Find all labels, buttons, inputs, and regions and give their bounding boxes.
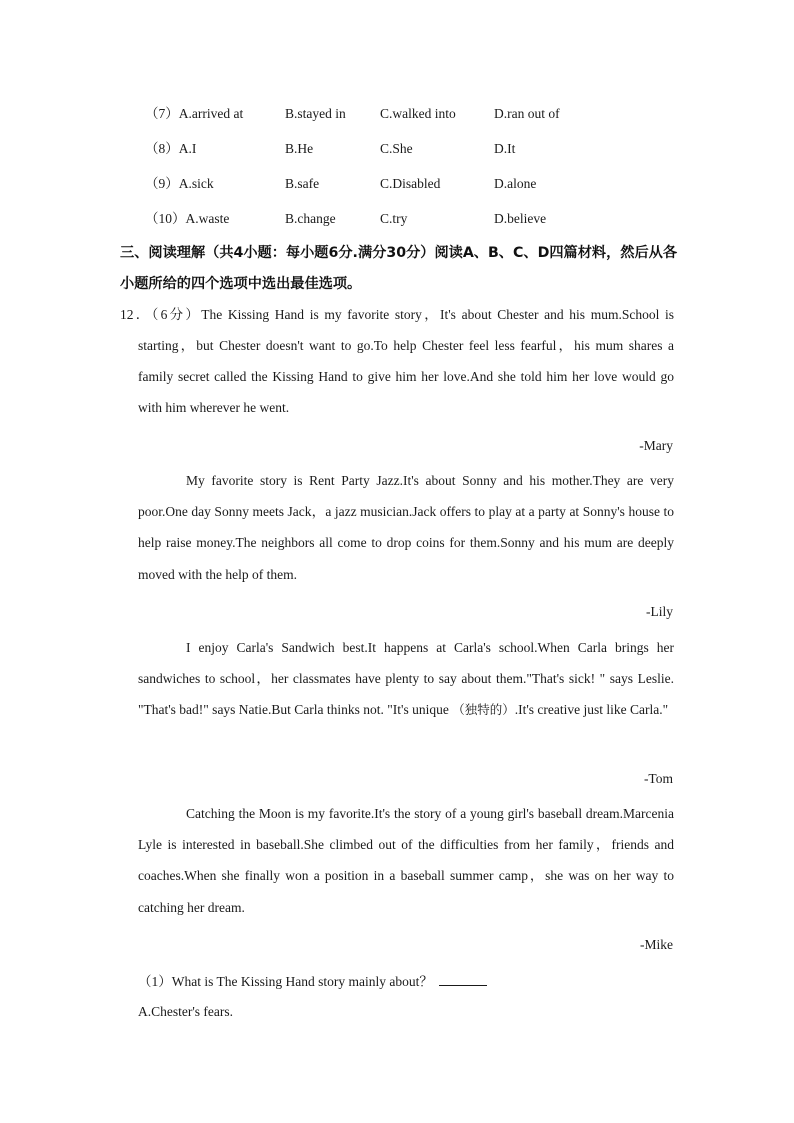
signature-mary: -Mary xyxy=(639,438,673,453)
option-b: B.stayed in xyxy=(285,106,346,121)
passage-mike: Catching the Moon is my favorite.It's the story of a young girl's baseball dream.Marcenia Lyle is interested in baseball.She climbed out of the difficulties from her family，friends and coaches.When she finally won a position in a baseball summer camp，she was on her way to catching her dream. xyxy=(138,806,674,915)
option-b: B.change xyxy=(285,211,336,226)
signature-lily: -Lily xyxy=(646,604,673,619)
option-c: C.walked into xyxy=(380,106,456,121)
passage-tom: I enjoy Carla's Sandwich best.It happens at Carla's school.When Carla brings her sandwiches to school，her classmates have plenty to say about them."That's sick! " says Leslie. "That's bad!" says Natie.But Carla thinks not. "It's unique （独特的）.It's creative just like Carla." xyxy=(138,640,674,718)
option-b: B.He xyxy=(285,141,314,156)
option-c: C.try xyxy=(380,211,408,226)
option-a: （8）A.I xyxy=(145,141,197,156)
option-a: （7）A.arrived at xyxy=(145,106,244,121)
option-c: C.Disabled xyxy=(380,176,441,191)
passage-mary: starting，but Chester doesn't want to go.To help Chester feel less fearful，his mum shares a family secret called the Kissing Hand to give him her love.And she told him her love would go with him wherever he went. xyxy=(138,338,674,416)
signature-mike: -Mike xyxy=(640,937,673,952)
option-d: D.alone xyxy=(494,176,537,191)
section-heading: 三、阅读理解（共4小题：每小题6分.满分30分）阅读A、B、C、D四篇材料，然后从各小题所给的四个选项中选出最佳选项。 xyxy=(120,245,678,292)
question-number: 12．（6分） xyxy=(120,307,202,322)
sub-question-1: （1）What is The Kissing Hand story mainly about？ xyxy=(138,971,487,992)
option-a: （9）A.sick xyxy=(145,176,214,191)
option-d: D.believe xyxy=(494,211,547,226)
signature-tom: -Tom xyxy=(643,771,673,786)
option-b: B.safe xyxy=(285,176,320,191)
passage-lily: My favorite story is Rent Party Jazz.It's about Sonny and his mother.They are very poor.One day Sonny meets Jack，a jazz musician.Jack offers to play at a party at Sonny's house to help raise money.The neighbors all come to drop coins for them.Sonny and his mum are deeply moved with the help of them. xyxy=(138,473,674,582)
sub-question-1-option-a: A.Chester's fears. xyxy=(138,1004,234,1019)
option-a: （10）A.waste xyxy=(145,211,230,226)
answer-blank[interactable] xyxy=(439,971,487,986)
option-c: C.She xyxy=(380,141,413,156)
option-d: D.ran out of xyxy=(494,106,560,121)
question-12-first-line: 12．（6分）The Kissing Hand is my favorite story，It's about Chester and his mum.School is xyxy=(120,307,675,322)
option-d: D.It xyxy=(494,141,516,156)
